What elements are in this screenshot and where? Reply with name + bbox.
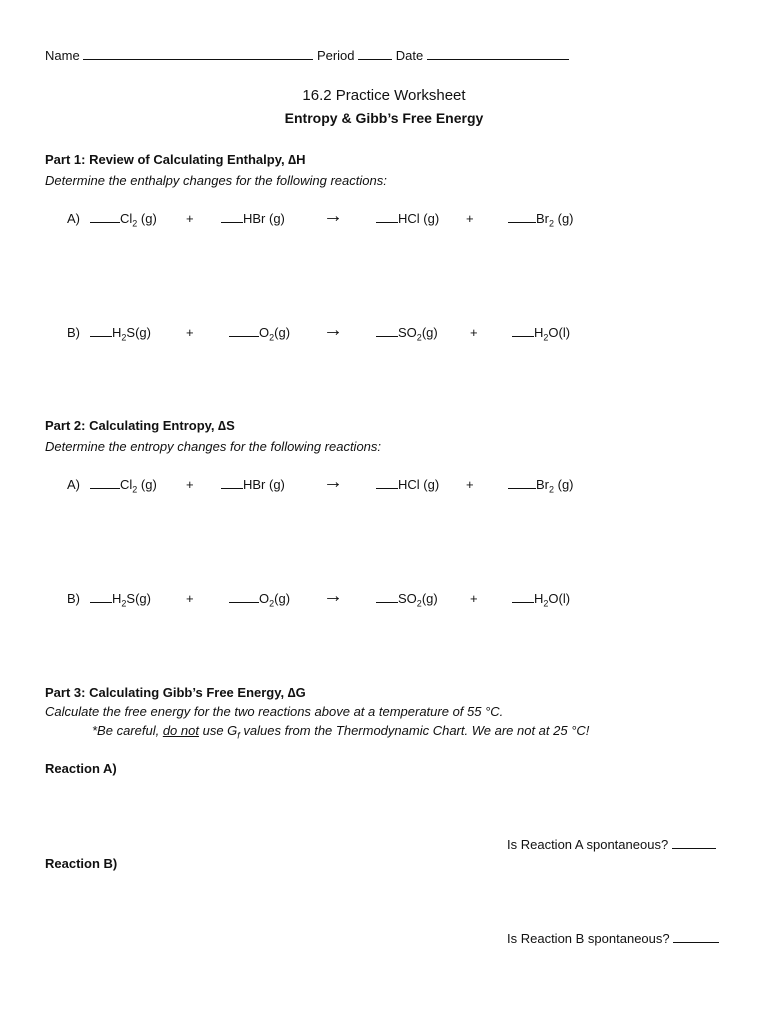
- reaction-a-term1: $Cl_2$ (g): [90, 211, 157, 229]
- part3-heading: Part 3: Calculating Gibb’s Free Energy, ∆G: [45, 685, 306, 700]
- part2-instruction: Determine the entropy changes for the following reactions:: [45, 439, 382, 454]
- spontaneous-a-blank[interactable]: [672, 837, 716, 849]
- reaction-b-term1: $H_2S(g)$: [90, 591, 151, 609]
- reaction-b-term4: $H_2O(l)$: [512, 591, 570, 609]
- period-label: Period: [316, 48, 355, 63]
- reaction-a-term4: $Br_2$ (g): [508, 477, 574, 495]
- reaction-b-term2: $O_2(g)$: [229, 325, 290, 343]
- coefficient-blank[interactable]: [221, 211, 243, 223]
- do-not-emphasis: do not: [162, 723, 199, 738]
- plus-sign: +: [186, 211, 194, 226]
- reaction-arrow-icon: →: [323, 471, 343, 493]
- reaction-b-term3: $SO_2(g)$: [376, 591, 438, 609]
- reaction-a-term1: $Cl_2$ (g): [90, 477, 157, 495]
- part3-instruction: Calculate the free energy for the two reactions above at a temperature of 55 °C.: [45, 704, 504, 719]
- name-label: Name: [45, 48, 80, 63]
- coefficient-blank[interactable]: [90, 325, 112, 337]
- date-label: Date: [395, 48, 424, 63]
- reaction-a-term3: HCl (g): [376, 211, 439, 226]
- reaction-arrow-icon: →: [323, 585, 343, 607]
- reaction-b-term3: $SO_2(g)$: [376, 325, 438, 343]
- part1-instruction: Determine the enthalpy changes for the following reactions:: [45, 173, 387, 188]
- reaction-arrow-icon: →: [323, 319, 343, 341]
- reaction-a-label: A): [67, 477, 80, 492]
- coefficient-blank[interactable]: [221, 477, 243, 489]
- plus-sign: +: [466, 477, 474, 492]
- name-blank[interactable]: [83, 48, 313, 60]
- worksheet-subtitle: Entropy & Gibb’s Free Energy: [284, 110, 484, 126]
- coefficient-blank[interactable]: [512, 325, 534, 337]
- spontaneous-a-question: Is Reaction A spontaneous?: [507, 837, 716, 852]
- header-line: [45, 48, 569, 63]
- reaction-arrow-icon: →: [323, 205, 343, 227]
- reaction-b-term4: $H_2O(l)$: [512, 325, 570, 343]
- coefficient-blank[interactable]: [229, 325, 259, 337]
- coefficient-blank[interactable]: [90, 211, 120, 223]
- plus-sign: +: [186, 477, 194, 492]
- coefficient-blank[interactable]: [508, 211, 536, 223]
- part3-note: *Be careful, do not use $G_f$ values from the Thermodynamic Chart. We are not at 25 °C!: [92, 723, 590, 741]
- reaction-b-work-label: Reaction B): [45, 856, 118, 871]
- period-blank[interactable]: [358, 48, 392, 60]
- coefficient-blank[interactable]: [90, 477, 120, 489]
- coefficient-blank[interactable]: [376, 211, 398, 223]
- plus-sign: +: [186, 325, 194, 340]
- reaction-b-term2: $O_2(g)$: [229, 591, 290, 609]
- reaction-a-term4: $Br_2$ (g): [508, 211, 574, 229]
- plus-sign: +: [186, 591, 194, 606]
- worksheet-title: 16.2 Practice Worksheet: [302, 87, 466, 104]
- coefficient-blank[interactable]: [508, 477, 536, 489]
- reaction-b-label: B): [67, 591, 80, 606]
- coefficient-blank[interactable]: [376, 325, 398, 337]
- reaction-a-term2: HBr (g): [221, 477, 285, 492]
- reaction-b-label: B): [67, 325, 80, 340]
- coefficient-blank[interactable]: [90, 591, 112, 603]
- spontaneous-b-question: Is Reaction B spontaneous?: [507, 931, 719, 946]
- plus-sign: +: [470, 591, 478, 606]
- reaction-b-term1: $H_2S(g)$: [90, 325, 151, 343]
- part2-heading: Part 2: Calculating Entropy, ∆S: [45, 418, 235, 433]
- coefficient-blank[interactable]: [376, 591, 398, 603]
- plus-sign: +: [466, 211, 474, 226]
- reaction-a-label: A): [67, 211, 80, 226]
- reaction-a-work-label: Reaction A): [45, 761, 117, 776]
- coefficient-blank[interactable]: [512, 591, 534, 603]
- reaction-a-term3: HCl (g): [376, 477, 439, 492]
- plus-sign: +: [470, 325, 478, 340]
- spontaneous-b-blank[interactable]: [673, 931, 719, 943]
- coefficient-blank[interactable]: [229, 591, 259, 603]
- coefficient-blank[interactable]: [376, 477, 398, 489]
- part1-heading: Part 1: Review of Calculating Enthalpy, ∆H: [45, 152, 306, 167]
- date-blank[interactable]: [427, 48, 569, 60]
- reaction-a-term2: HBr (g): [221, 211, 285, 226]
